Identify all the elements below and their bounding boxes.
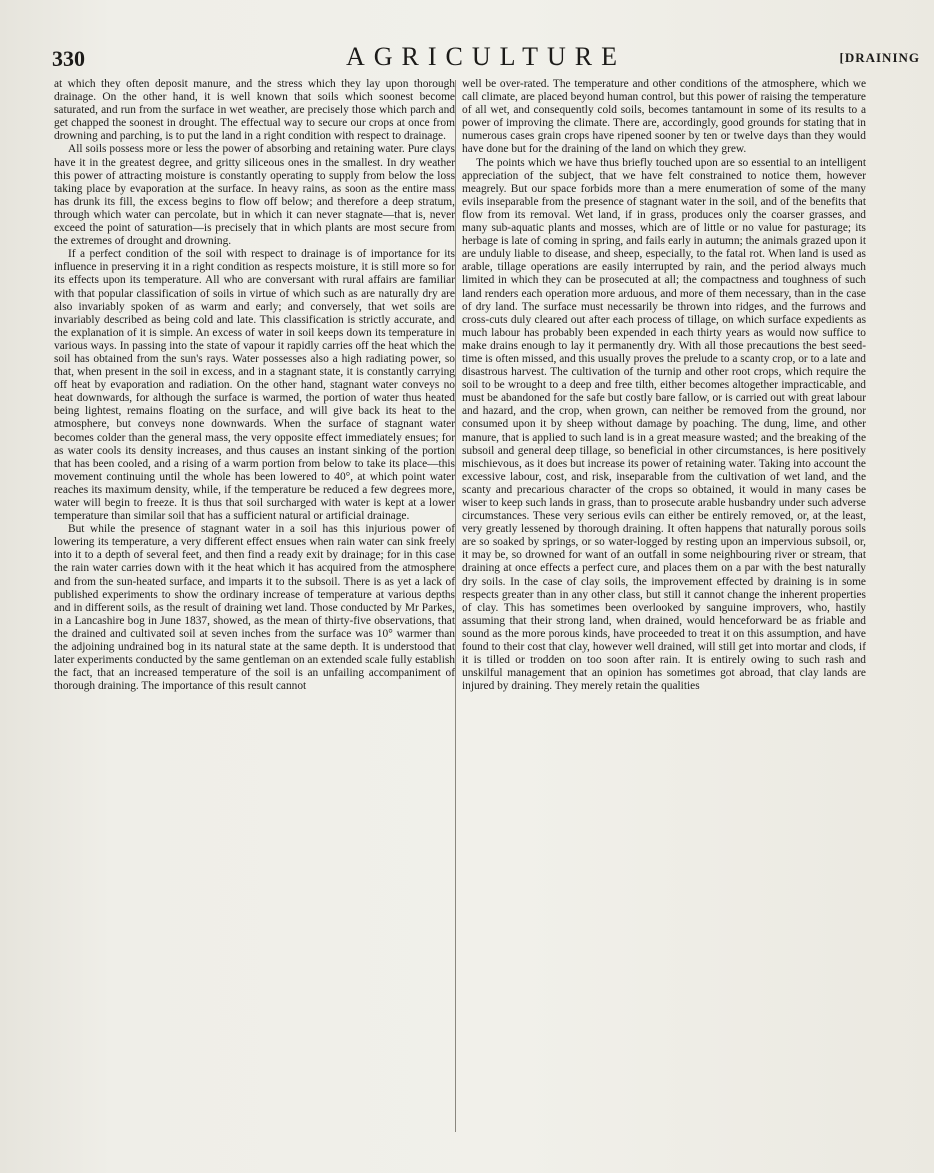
paragraph: If a perfect condition of the soil with respect to drainage is of importance for its influence in preserving it in a right condition as respects moisture, it is still more so for its effects upon its temperature. All who are conversant with rural affairs are familiar with that popular classification of soils in virtue of which such as are naturally dry are also invariably spoken of as warm and early; and conversely, that wet soils are invariably described as being cold and late. This classification is strictly accurate, and the explanation of it is simple. An excess of water in soil keeps down its temperature in various ways. In passing into the state of vapour it rapidly carries off the heat which the soil has obtained from the sun's rays. Water possesses also a high radiating power, so that, when present in the soil in excess, and in a stagnant state, it is constantly carrying off heat by evaporation and radiation. On the other hand, stagnant water conveys no heat downwards, for although the surface is warmed, the portion of water thus heated being lightest, remains floating on the surface, and will give back its heat to the atmosphere, but conveys none downwards. When the surface of stagnant water becomes colder than the general mass, the very opposite effect immediately ensues; for as water cools its density increases, and thus causes an instant sinking of the portion that has been cooled, and a rising of a warm portion from below to take its place—this movement continuing until the whole has been lowered to 40°, at which point water reaches its maximum density, while, if the temperature be reduced a few degrees more, water will begin to freeze. It is thus that soil surcharged with water is kept at a lower temperature than similar soil that has a sufficient natural or artificial drainage. <box>54 248 455 523</box>
paragraph: But while the presence of stagnant water in a soil has this injurious power of lowering its temperature, a very different effect ensues when rain water can sink freely into it to a depth of several feet, and then find a ready exit by drainage; for in this case the rain water carries down with it the heat which it has acquired from the atmosphere and from the sun-heated surface, and imparts it to the subsoil. There is as yet a lack of published experiments to show the ordinary increase of temperature at various depths and in different soils, as the result of draining wet land. Those conducted by Mr Parkes, in a Lancashire bog in June 1837, showed, as the mean of thirty-five observations, that the drained and cultivated soil at seven inches from the surface was 10° warmer than the adjoining undrained bog in its natural state at the same depth. It is understood that later experiments conducted by the same gentleman on an extended scale fully establish the fact, that an increased temperature of the soil is an unfailing accompaniment of thorough draining. The importance of this result cannot <box>54 523 455 693</box>
section-tag: [DRAINING <box>839 50 920 65</box>
paragraph: well be over-rated. The temperature and other conditions of the atmosphere, which we call climate, are placed beyond human control, but this power of raising the temperature of all wet, and consequently cold soils, becomes tantamount in some of its results to a power of improving the climate. There are, accordingly, good grounds for stating that in numerous cases grain crops have ripened sooner by ten or twelve days than they would have done but for the draining of the land on which they grew. <box>462 78 866 156</box>
running-title: AGRICULTURE <box>345 42 627 71</box>
page-number: 330 <box>52 46 85 71</box>
page-header <box>52 40 920 80</box>
paragraph: All soils possess more or less the power of absorbing and retaining water. Pure clays have it in the greatest degree, and gritty siliceous ones in the smallest. In dry weather this power of attracting moisture is constantly operating to supply from below the loss taking place by evaporation at the surface. In heavy rains, as soon as the entire mass has drunk its fill, the excess begins to flow off below; and therefore a deep stratum, through which water can percolate, but in which it can never stagnate—that is, never exceed the point of saturation—is precisely that in which plants are most secure from the extremes of drought and drowning. <box>54 143 455 248</box>
left-column <box>54 78 455 1138</box>
right-column <box>462 78 866 1138</box>
paragraph: The points which we have thus briefly touched upon are so essential to an intelligent appreciation of the subject, that we have felt constrained to notice them, however meagrely. But our space forbids more than a mere enumeration of some of the many evils inseparable from the presence of stagnant water in the soil, and of the benefits that flow from its removal. Wet land, if in grass, produces only the coarser grasses, and many sub-aquatic plants and mosses, which are of little or no value for pasturage; its herbage is late of coming in spring, and fails early in autumn; the animals grazed upon it are unduly liable to disease, and sheep, especially, to the fatal rot. When land is used as arable, tillage operations are easily interrupted by rain, and the period always much limited in which they can be prosecuted at all; the compactness and toughness of such land renders each operation more arduous, and more of them necessary, than in the case of dry land. The surface must necessarily be thrown into ridges, and the furrows and cross-cuts duly cleared out after each process of tillage, on which surface expedients as much labour has probably been expended in each thirty years as would now suffice to make drains enough to lay it permanently dry. With all those precautions the best seed-time is often missed, and this usually proves the prelude to a scanty crop, or to a late and disastrous harvest. The cultivation of the turnip and other root crops, which require the soil to be wrought to a deep and free tilth, either becomes altogether impracticable, and must be abandoned for the safe but costly bare fallow, or is carried out with great labour and hazard, and the crop, when grown, can neither be removed from the ground, nor consumed upon it by sheep without damage by poaching. The dung, lime, and other manure, that is applied to such land is in a great measure wasted; and the breaking of the subsoil and general deep tillage, so beneficial in other circumstances, is here positively mischievous, as it does but increase its power of retaining water. Taking into account the excessive labour, cost, and risk, inseparable from the cultivation of wet land, and the scanty and precarious character of the crops so obtained, it would in many cases be wiser to keep such lands in grass, than to prosecute arable husbandry under such adverse circumstances. These very serious evils can either be entirely removed, or, at the least, very greatly lessened by thorough draining. It often happens that naturally porous soils are so soaked by springs, or so water-logged by resting upon an impervious subsoil, or, it may be, so drowned for want of an outfall in some neighbouring river or stream, that draining at once effects a perfect cure, and places them on a par with the best naturally dry soils. In the case of clay soils, the improvement effected by draining is in some respects greater than in any other class, but still it cannot change the inherent properties of clay. This has sometimes been overlooked by sanguine improvers, who, hastily assuming that their strong land, when drained, would henceforward be as friable and sound as the more porous kinds, have proceeded to treat it on this assumption, and have found to their cost that clay, however well drained, will still get into mortar and clods, if it is tilled or trodden on too soon after rain. It is entirely owing to such rash and unskilful management that an opinion has sometimes got abroad, that clay lands are injured by draining. They merely retain the qualities <box>462 156 866 693</box>
paragraph: at which they often deposit manure, and the stress which they lay upon thorough drainage. On the other hand, it is well known that soils which soonest become saturated, and run from the surface in wet weather, are precisely those which parch and get chapped the soonest in drought. The effectual way to secure our crops at once from drowning and parching, is to put the land in a right condition with respect to drainage. <box>54 78 455 143</box>
column-divider <box>455 80 456 1132</box>
